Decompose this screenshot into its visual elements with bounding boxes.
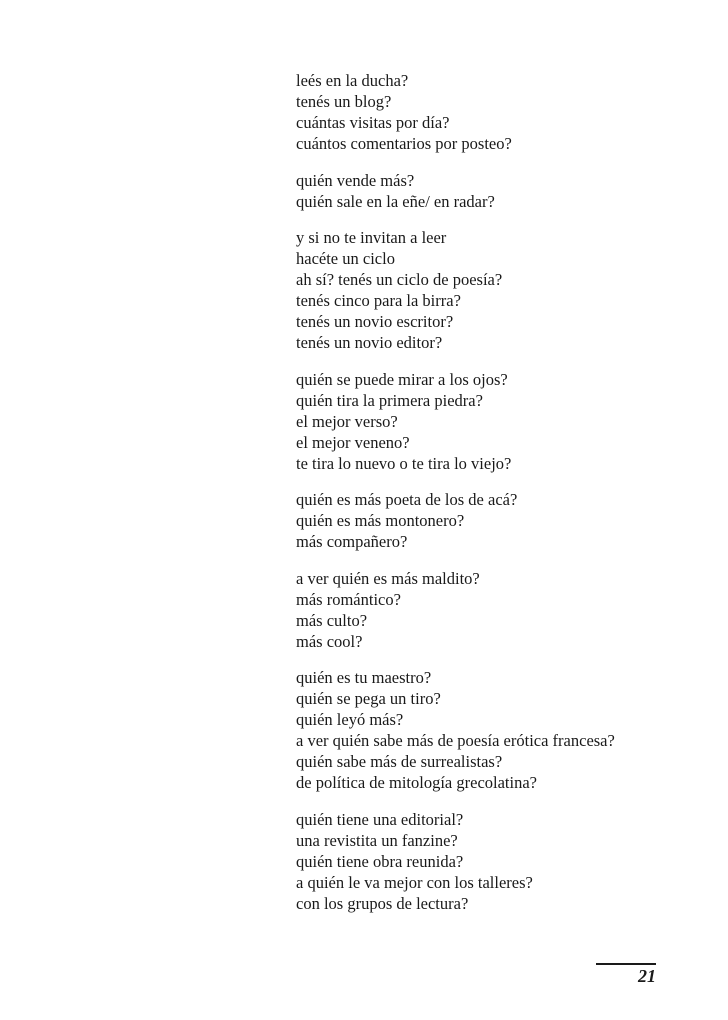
stanza xyxy=(296,70,696,154)
stanza xyxy=(296,170,696,212)
poem-line: tenés un novio editor? xyxy=(296,333,443,352)
poem-line: tenés un novio escritor? xyxy=(296,312,454,331)
poem-line: quién tira la primera piedra? xyxy=(296,390,483,410)
poem-line: quién es más poeta de los de acá? xyxy=(296,490,518,509)
poem-line: quién es más montonero? xyxy=(296,511,465,530)
poem-line: quién tiene una editorial? xyxy=(296,809,464,829)
poem-line: cuántas visitas por día? xyxy=(296,113,450,132)
poem-line: quién se pega un tiro? xyxy=(296,689,441,708)
poem-line: de política de mitología grecolatina? xyxy=(296,773,537,792)
poem-line: te tira lo nuevo o te tira lo viejo? xyxy=(296,453,512,473)
poem-line: tenés un blog? xyxy=(296,92,392,111)
stanza xyxy=(296,489,696,552)
poem-line: leés en la ducha? xyxy=(296,71,409,90)
poem-line: a quién le va mejor con los talleres? xyxy=(296,872,533,892)
poem-line: cuántos comentarios por posteo? xyxy=(296,134,512,153)
poem-line: ah sí? tenés un ciclo de poesía? xyxy=(296,270,503,289)
poem-line: quién es tu maestro? xyxy=(296,668,432,687)
poem-line: quién sabe más de surrealistas? xyxy=(296,752,503,771)
poem-line: más romántico? xyxy=(296,589,401,609)
poem-line: quién vende más? xyxy=(296,170,415,190)
stanza xyxy=(296,227,696,353)
poem-line: con los grupos de lectura? xyxy=(296,893,469,913)
poem-line: el mejor veneno? xyxy=(296,432,410,452)
poem-line: hacéte un ciclo xyxy=(296,249,395,268)
stanza xyxy=(296,667,696,793)
poem-line: una revistita un fanzine? xyxy=(296,830,458,850)
poem-line: más compañero? xyxy=(296,532,408,551)
poem-line: más cool? xyxy=(296,631,363,651)
poem-body xyxy=(296,70,696,929)
poem-line: más culto? xyxy=(296,610,368,630)
poem-line: y si no te invitan a leer xyxy=(296,228,447,247)
poem-line: tenés cinco para la birra? xyxy=(296,291,461,310)
poem-line: quién tiene obra reunida? xyxy=(296,851,464,871)
poem-line: a ver quién es más maldito? xyxy=(296,568,480,588)
stanza xyxy=(296,809,696,914)
poem-line: quién se puede mirar a los ojos? xyxy=(296,369,508,389)
poem-line: el mejor verso? xyxy=(296,411,398,431)
poem-line: quién sale en la eñe/ en radar? xyxy=(296,191,495,211)
stanza xyxy=(296,369,696,474)
page-number: 21 xyxy=(638,966,656,986)
poem-line: quién leyó más? xyxy=(296,710,404,729)
poem-line: a ver quién sabe más de poesía erótica francesa? xyxy=(296,731,615,750)
stanza xyxy=(296,568,696,652)
